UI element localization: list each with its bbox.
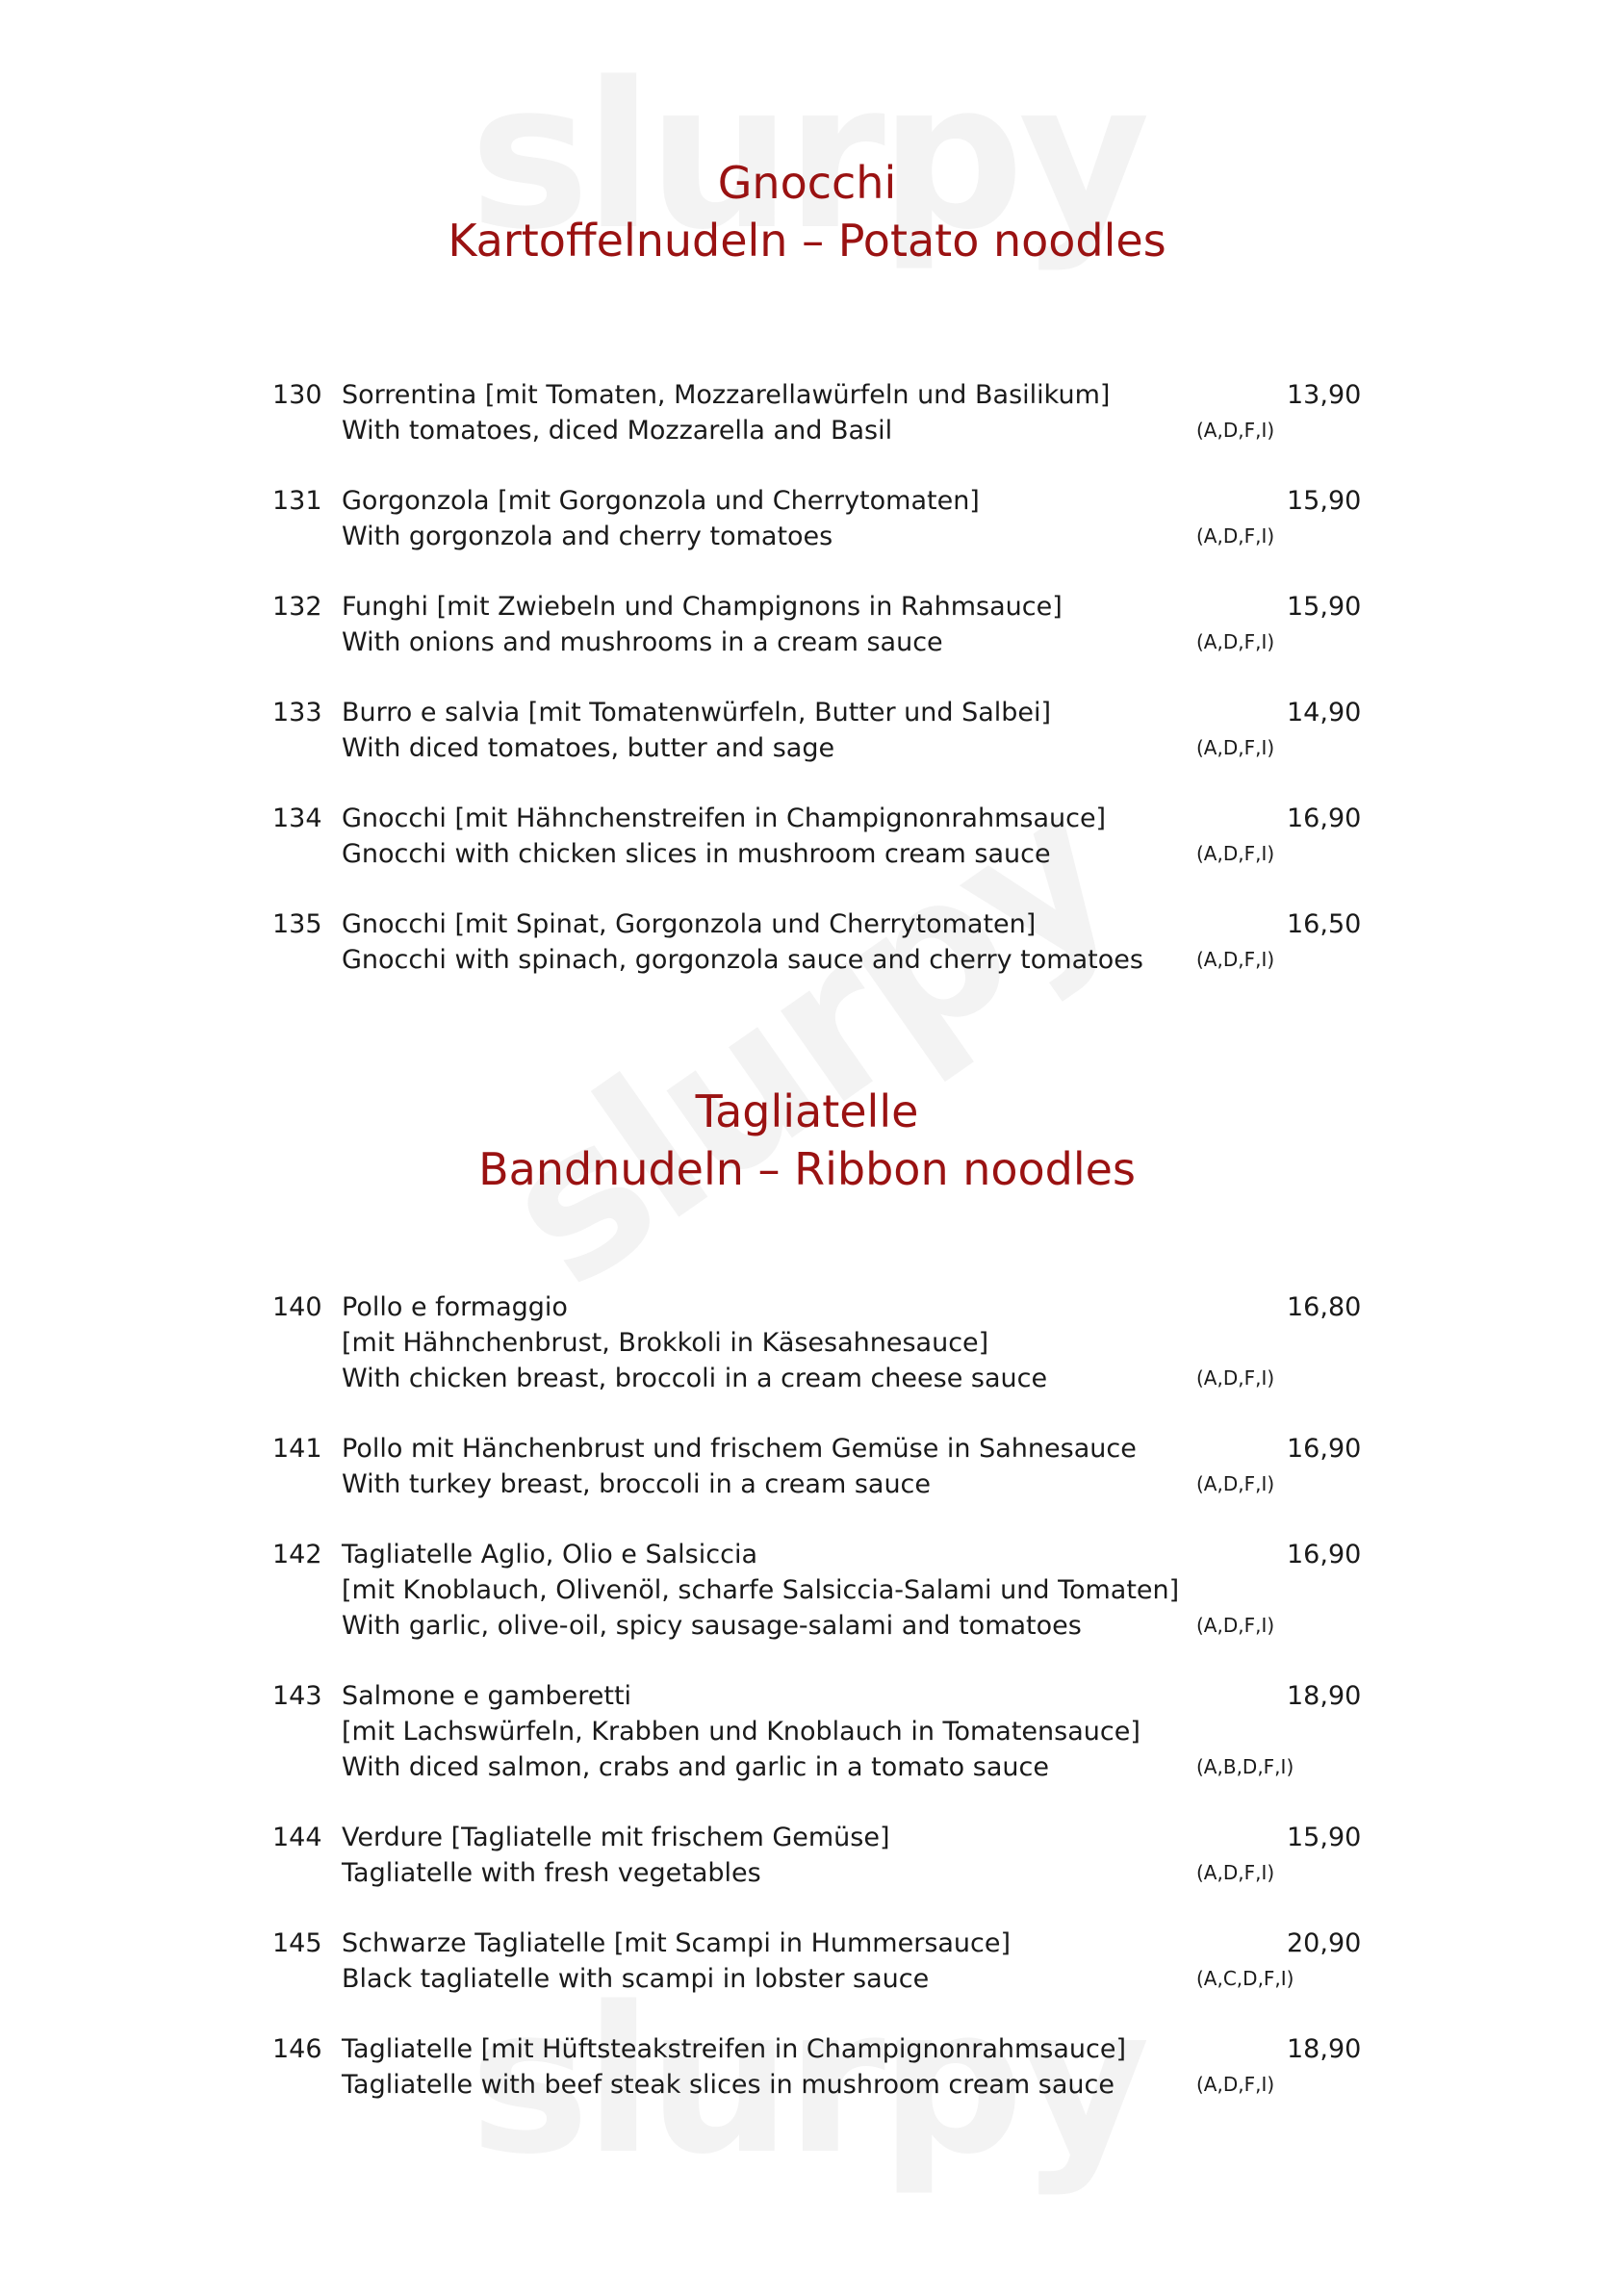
item-name: Salmone e gamberetti [342,1681,632,1711]
item-description-de: [mit Hähnchenbrust, Brokkoli in Käsesahnesauce] [342,1328,989,1358]
menu-item [0,906,1614,1012]
item-price: 16,90 [1287,1540,1362,1569]
item-allergens: (A,D,F,I) [1196,524,1275,548]
item-number: 146 [272,2034,322,2064]
item-name: Gnocchi [mit Hähnchenstreifen in Champignonrahmsauce] [342,804,1107,833]
item-name: Pollo mit Hänchenbrust und frischem Gemüse in Sahnesauce [342,1434,1137,1464]
item-number: 132 [272,592,322,622]
menu-item [0,483,1614,589]
item-price: 20,90 [1287,1928,1362,1958]
menu-item [0,589,1614,695]
menu-item [0,1537,1614,1678]
item-allergens: (A,D,F,I) [1196,1472,1275,1495]
item-price: 15,90 [1287,1823,1362,1852]
menu-section-gnocchi [0,154,1614,1012]
item-allergens: (A,D,F,I) [1196,1861,1275,1884]
item-price: 16,50 [1287,909,1362,939]
item-description-de: [mit Knoblauch, Olivenöl, scharfe Salsiccia-Salami und Tomaten] [342,1575,1180,1605]
item-name: Tagliatelle [mit Hüftsteakstreifen in Champignonrahmsauce] [342,2034,1127,2064]
item-description: Tagliatelle with beef steak slices in mushroom cream sauce [342,2070,1114,2100]
item-number: 142 [272,1540,322,1569]
item-price: 16,90 [1287,1434,1362,1464]
item-allergens: (A,D,F,I) [1196,736,1275,759]
item-price: 15,90 [1287,486,1362,516]
item-number: 140 [272,1292,322,1322]
menu-item [0,695,1614,801]
item-name: Sorrentina [mit Tomaten, Mozzarellawürfeln und Basilikum] [342,380,1111,410]
menu-item [0,1431,1614,1537]
menu-item [0,377,1614,483]
menu-item [0,1926,1614,2031]
item-name: Verdure [Tagliatelle mit frischem Gemüse] [342,1823,890,1852]
menu-section-tagliatelle [0,1083,1614,2137]
item-description: Tagliatelle with fresh vegetables [342,1858,761,1888]
item-allergens: (A,B,D,F,I) [1196,1755,1294,1778]
item-number: 134 [272,804,322,833]
item-name: Funghi [mit Zwiebeln und Champignons in Rahmsauce] [342,592,1063,622]
item-name: Gorgonzola [mit Gorgonzola und Cherrytomaten] [342,486,980,516]
item-price: 18,90 [1287,2034,1362,2064]
item-price: 13,90 [1287,380,1362,410]
item-price: 16,90 [1287,804,1362,833]
item-allergens: (A,D,F,I) [1196,842,1275,865]
item-description: With gorgonzola and cherry tomatoes [342,522,833,551]
item-number: 144 [272,1823,322,1852]
item-description: With garlic, olive-oil, spicy sausage-salami and tomatoes [342,1611,1082,1641]
item-price: 15,90 [1287,592,1362,622]
section-subtitle: Kartoffelnudeln – Potato noodles [448,215,1166,267]
menu-item [0,801,1614,906]
item-allergens: (A,D,F,I) [1196,2073,1275,2096]
item-number: 130 [272,380,322,410]
menu-item [0,1678,1614,1820]
item-allergens: (A,D,F,I) [1196,1614,1275,1637]
item-price: 18,90 [1287,1681,1362,1711]
item-description: Black tagliatelle with scampi in lobster sauce [342,1964,930,1994]
item-description: Gnocchi with chicken slices in mushroom cream sauce [342,839,1051,869]
section-title: Tagliatelle [695,1085,919,1137]
item-number: 131 [272,486,322,516]
item-name: Schwarze Tagliatelle [mit Scampi in Hummersauce] [342,1928,1012,1958]
item-name: Pollo e formaggio [342,1292,568,1322]
item-allergens: (A,D,F,I) [1196,630,1275,653]
menu-item-list [0,1289,1614,2137]
item-name: Gnocchi [mit Spinat, Gorgonzola und Cherrytomaten] [342,909,1037,939]
item-description-de: [mit Lachswürfeln, Krabben und Knoblauch in Tomatensauce] [342,1717,1140,1747]
item-number: 145 [272,1928,322,1958]
item-description: With diced tomatoes, butter and sage [342,733,835,763]
item-number: 135 [272,909,322,939]
item-price: 16,80 [1287,1292,1362,1322]
menu-item [0,2031,1614,2137]
item-description: With tomatoes, diced Mozzarella and Basil [342,416,893,446]
item-number: 143 [272,1681,322,1711]
item-description: With turkey breast, broccoli in a cream sauce [342,1469,932,1499]
item-allergens: (A,D,F,I) [1196,1366,1275,1390]
menu-item [0,1289,1614,1431]
section-title: Gnocchi [717,157,897,209]
menu-item [0,1820,1614,1926]
item-description: With diced salmon, crabs and garlic in a tomato sauce [342,1752,1049,1782]
menu-item-list [0,377,1614,1012]
item-price: 14,90 [1287,698,1362,727]
item-allergens: (A,D,F,I) [1196,948,1275,971]
item-name: Burro e salvia [mit Tomatenwürfeln, Butter und Salbei] [342,698,1052,727]
item-description: With chicken breast, broccoli in a cream cheese sauce [342,1364,1048,1393]
item-description: Gnocchi with spinach, gorgonzola sauce and cherry tomatoes [342,945,1143,975]
item-name: Tagliatelle Aglio, Olio e Salsiccia [342,1540,757,1569]
item-number: 141 [272,1434,322,1464]
item-allergens: (A,C,D,F,I) [1196,1967,1294,1990]
section-subtitle: Bandnudeln – Ribbon noodles [478,1143,1136,1195]
item-description: With onions and mushrooms in a cream sauce [342,627,943,657]
item-number: 133 [272,698,322,727]
item-allergens: (A,D,F,I) [1196,419,1275,442]
